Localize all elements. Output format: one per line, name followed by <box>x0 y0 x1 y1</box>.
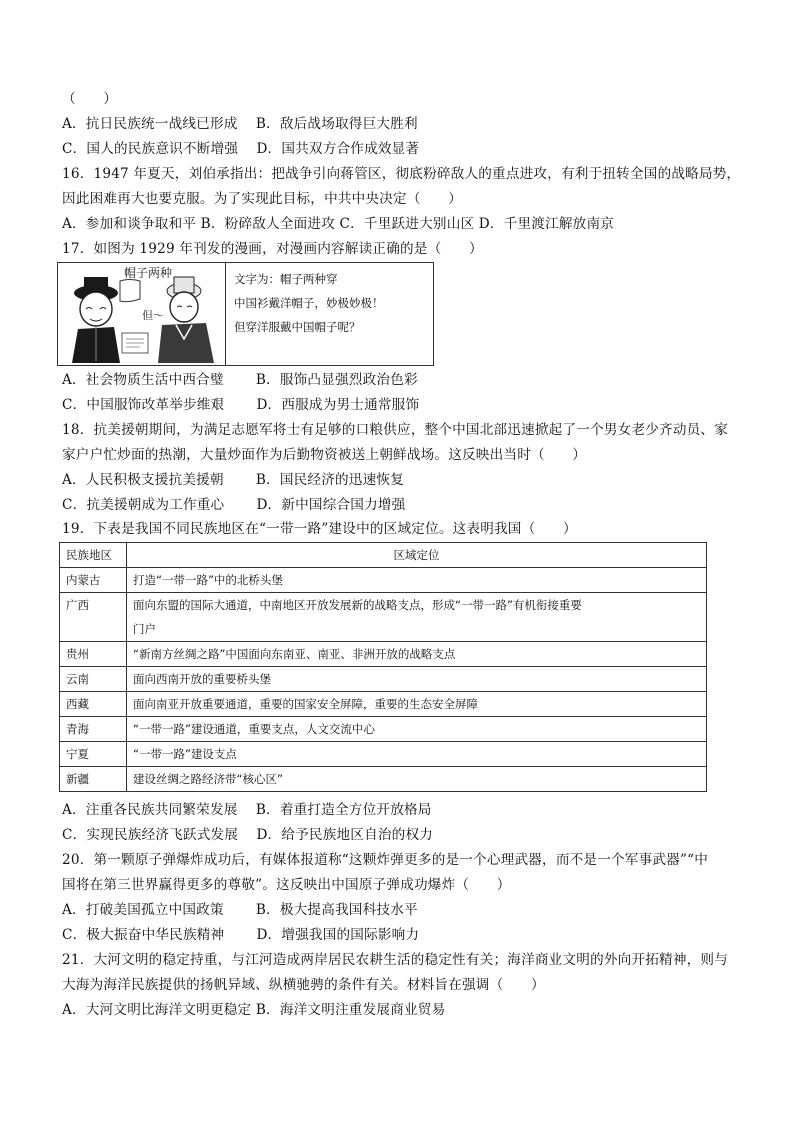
table-cell-region: 新疆 <box>60 767 127 792</box>
cartoon-caption-line2: 中国衫戴洋帽子，妙极妙极！ <box>234 296 384 310</box>
table-cell-region: 云南 <box>60 667 127 692</box>
table-cell-region: 西藏 <box>60 692 127 717</box>
q20-stem-line2: 国将在第三世界赢得更多的尊敬”。这反映出中国原子弹成功爆炸（ ） <box>62 877 511 893</box>
q21-stem-line2: 大海为海洋民族提供的扬帆异域、纵横驰骋的条件有关。材料旨在强调（ ） <box>62 977 545 993</box>
q18-options-cd: C．抗美援朝成为工作重心 D．新中国综合国力增强 <box>62 497 406 513</box>
q18-stem-line1: 18．抗美援朝期间，为满足志愿军将士有足够的口粮供应，整个中国北部迅速掀起了一个男女老少齐动员、家 <box>62 422 728 438</box>
q15-options-cd: C．国人的民族意识不断增强 D．国共双方合作成效显著 <box>62 141 420 157</box>
table-row <box>60 717 707 742</box>
table-cell-region: 贵州 <box>60 642 127 667</box>
table-cell-position: “一带一路”建设支点 <box>127 742 707 767</box>
cartoon-caption-line3: 但穿洋服戴中国帽子呢？ <box>234 320 361 334</box>
cartoon-speech: 但～ <box>142 309 164 322</box>
table-cell-region: 内蒙古 <box>60 568 127 593</box>
table-cell-region: 广西 <box>60 593 127 642</box>
q18-options-ab: A．人民积极支援抗美援朝 B．国民经济的迅速恢复 <box>62 472 404 488</box>
cartoon-title: 帽子两种 <box>124 266 173 280</box>
q19-options-cd: C．实现民族经济飞跃式发展 D．给予民族地区自治的权力 <box>62 827 434 843</box>
table-row <box>60 642 707 667</box>
table-cell-position-line2: 门户 <box>133 622 156 636</box>
table-cell-position <box>127 593 707 642</box>
table-cell-region: 宁夏 <box>60 742 127 767</box>
region-table <box>59 542 707 792</box>
q20-options-ab: A．打破美国孤立中国政策 B．极大提高我国科技水平 <box>62 902 418 918</box>
cartoon-drawing <box>58 263 225 365</box>
q16-options: A．参加和谈争取和平 B．粉碎敌人全面进攻 C．千里跃进大别山区 D．千里渡江解放南京 <box>62 216 615 232</box>
table-row <box>60 692 707 717</box>
q16-stem-line1: 16．1947 年夏天，刘伯承指出：把战争引向蒋管区，彻底粉碎敌人的重点进攻，有利于扭转全国的战略局势， <box>62 166 741 182</box>
table-header-row <box>60 543 707 568</box>
q17-stem: 17．如图为 1929 年刊发的漫画，对漫画内容解读正确的是（ ） <box>62 241 483 257</box>
table-cell-position: 打造“一带一路”中的北桥头堡 <box>127 568 707 593</box>
q19-stem: 19．下表是我国不同民族地区在“一带一路”建设中的区域定位。这表明我国（ ） <box>62 521 577 537</box>
q17-options-cd: C．中国服饰改革举步维艰 D．西服成为男士通常服饰 <box>62 397 420 413</box>
q18-stem-line2: 家户户忙炒面的热潮，大量炒面作为后勤物资被送上朝鲜战场。这反映出当时（ ） <box>62 447 587 463</box>
q17-options-ab: A．社会物质生活中西合璧 B．服饰凸显强烈政治色彩 <box>62 372 418 388</box>
table-row <box>60 742 707 767</box>
q15-bracket: （ ） <box>62 91 118 107</box>
table-cell-position: 面向南亚开放重要通道，重要的国家安全屏障，重要的生态安全屏障 <box>127 692 707 717</box>
table-cell-position: “一带一路”建设通道，重要支点，人文交流中心 <box>127 717 707 742</box>
q15-options-ab: A．抗日民族统一战线已形成 B．敌后战场取得巨大胜利 <box>62 116 418 132</box>
table-row <box>60 767 707 792</box>
table-row <box>60 593 707 642</box>
table-cell-region: 青海 <box>60 717 127 742</box>
table-header-region: 民族地区 <box>60 543 127 568</box>
cartoon-caption-line1: 文字为：帽子两种穿 <box>234 272 338 286</box>
q20-stem-line1: 20．第一颗原子弹爆炸成功后，有媒体报道称“这颗炸弹更多的是一个心理武器，而不是一个军事武器”“中 <box>62 852 709 868</box>
table-row <box>60 568 707 593</box>
table-cell-position: 建设丝绸之路经济带“核心区” <box>127 767 707 792</box>
cartoon-caption <box>234 267 384 339</box>
q21-options-ab: A．大河文明比海洋文明更稳定 B．海洋文明注重发展商业贸易 <box>62 1002 446 1018</box>
table-row <box>60 667 707 692</box>
q16-stem-line2: 因此困难再大也要克服。为了实现此目标，中共中央决定（ ） <box>62 191 463 207</box>
table-cell-position: 面向西南开放的重要桥头堡 <box>127 667 707 692</box>
q20-options-cd: C．极大振奋中华民族精神 D．增强我国的国际影响力 <box>62 927 420 943</box>
cartoon-image <box>58 263 226 365</box>
table-cell-position: “新南方丝绸之路”中国面向东南亚、南亚、非洲开放的战略支点 <box>127 642 707 667</box>
q19-options-ab: A．注重各民族共同繁荣发展 B．着重打造全方位开放格局 <box>62 802 432 818</box>
table-cell-position-line1: 面向东盟的国际大通道，中南地区开放发展新的战略支点，形成“一带一路”有机衔接重要 <box>133 598 582 612</box>
cartoon-box <box>57 262 434 366</box>
q21-stem-line1: 21．大河文明的稳定持重，与江河造成两岸居民农耕生活的稳定性有关；海洋商业文明的外向开拓精神，则与 <box>62 952 728 968</box>
table-header-position: 区域定位 <box>127 543 707 568</box>
